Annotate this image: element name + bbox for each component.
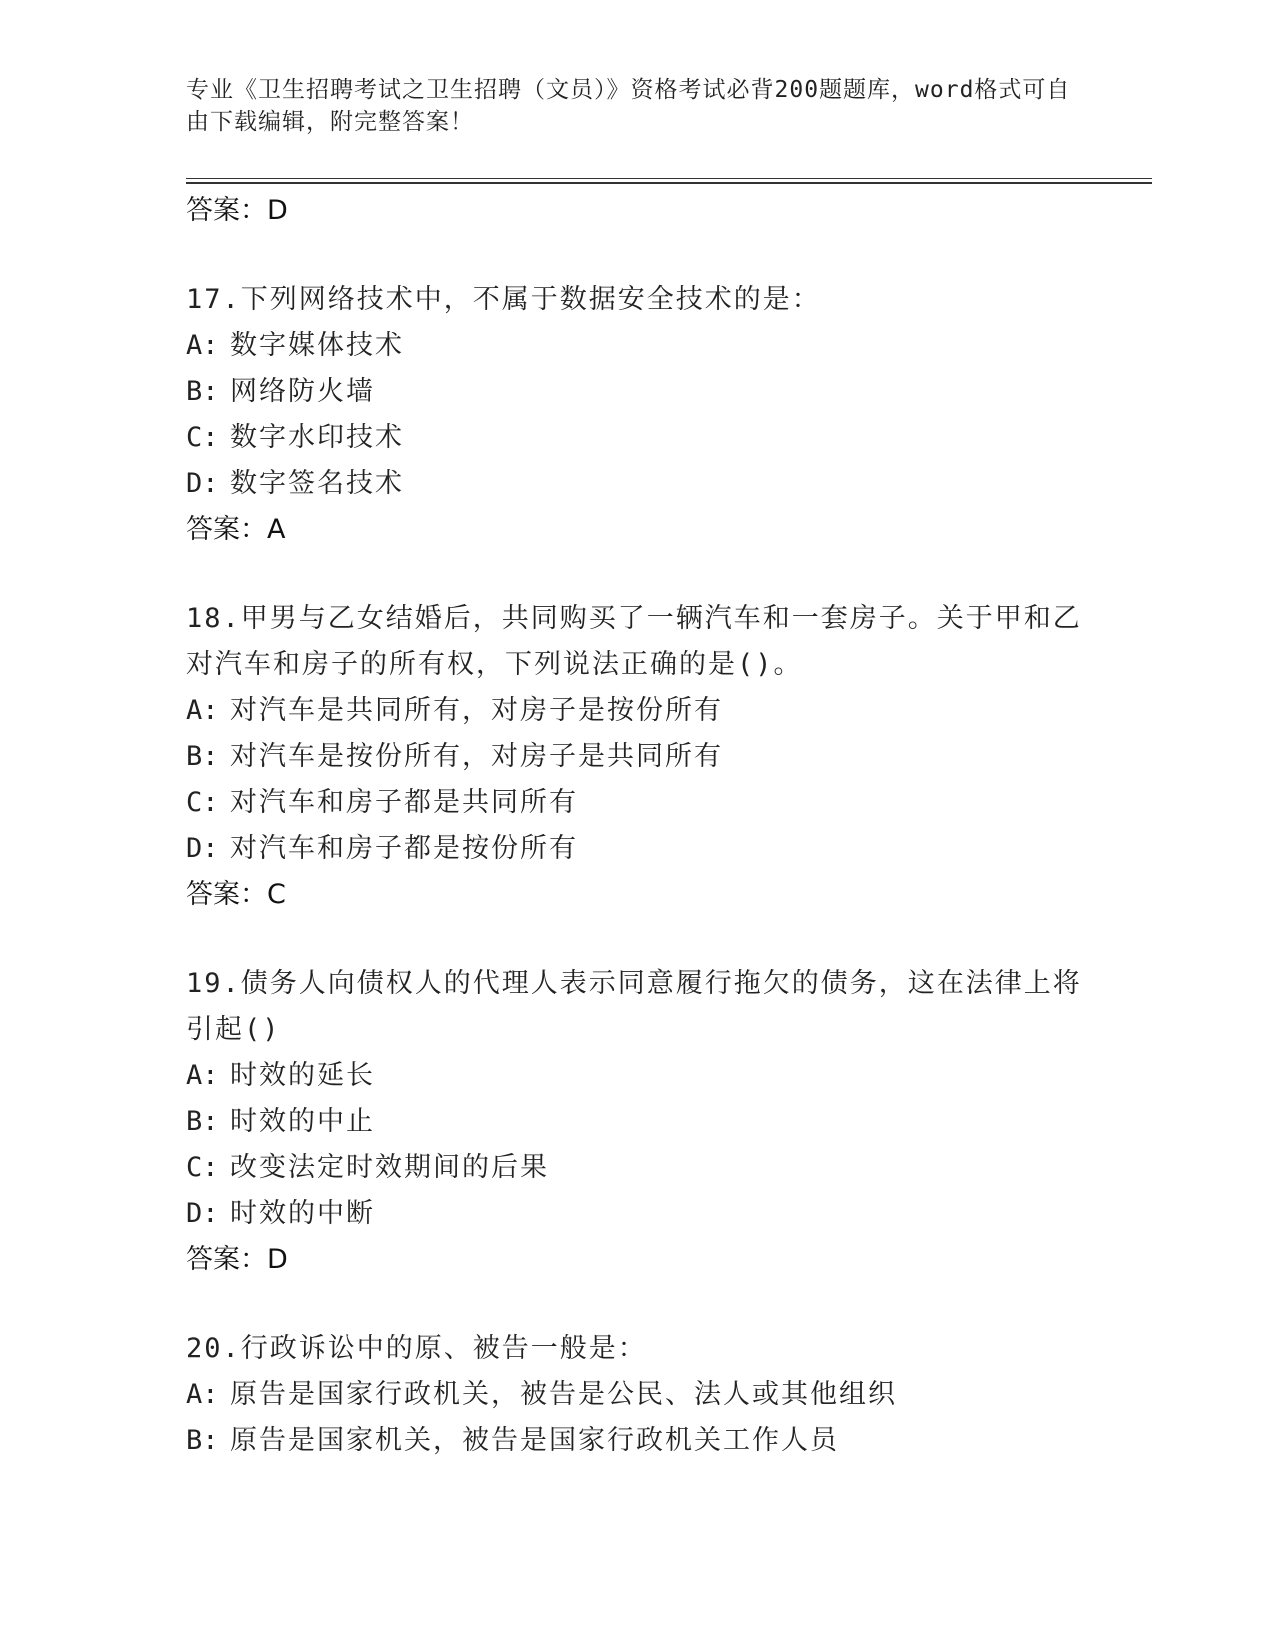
option-text: 对汽车是共同所有，对房子是按份所有 — [230, 695, 723, 726]
option-letter: B: — [186, 741, 219, 772]
option-a — [186, 1372, 1086, 1418]
option-b — [186, 1099, 1086, 1145]
question-17 — [186, 277, 1086, 553]
option-letter: B: — [186, 1106, 219, 1137]
option-a — [186, 323, 1086, 369]
question-20 — [186, 1326, 1086, 1464]
option-text: 时效的延长 — [230, 1060, 375, 1091]
question-19 — [186, 961, 1086, 1283]
option-letter: D: — [186, 1198, 219, 1229]
header-divider-thick — [186, 182, 1152, 184]
option-text: 数字媒体技术 — [230, 330, 404, 361]
option-d — [186, 1191, 1086, 1237]
option-letter: A: — [186, 330, 219, 361]
question-stem: 20.行政诉讼中的原、被告一般是： — [186, 1333, 647, 1364]
answer-line: 答案：D — [186, 195, 288, 226]
header-divider-thin — [186, 178, 1152, 179]
question-list — [186, 188, 1086, 1464]
option-letter: C: — [186, 422, 219, 453]
option-text: 数字水印技术 — [230, 422, 404, 453]
answer-line: 答案：A — [186, 514, 286, 545]
question-18 — [186, 596, 1086, 918]
option-d — [186, 826, 1086, 872]
option-a — [186, 688, 1086, 734]
option-a — [186, 1053, 1086, 1099]
option-text: 对汽车和房子都是共同所有 — [230, 787, 578, 818]
option-text: 时效的中止 — [230, 1106, 375, 1137]
option-letter: C: — [186, 1152, 219, 1183]
option-letter: B: — [186, 1425, 219, 1456]
option-text: 对汽车是按份所有，对房子是共同所有 — [230, 741, 723, 772]
option-letter: D: — [186, 833, 219, 864]
answer-line: 答案：C — [186, 879, 286, 910]
question-stem: 19.债务人向债权人的代理人表示同意履行拖欠的债务，这在法律上将引起() — [186, 968, 1082, 1045]
option-letter: A: — [186, 1379, 219, 1410]
option-b — [186, 1418, 1086, 1464]
option-text: 原告是国家行政机关，被告是公民、法人或其他组织 — [230, 1379, 897, 1410]
option-c — [186, 780, 1086, 826]
option-letter: A: — [186, 1060, 219, 1091]
option-letter: B: — [186, 376, 219, 407]
option-text: 数字签名技术 — [230, 468, 404, 499]
option-text: 原告是国家机关，被告是国家行政机关工作人员 — [230, 1425, 839, 1456]
option-text: 改变法定时效期间的后果 — [230, 1152, 549, 1183]
option-letter: A: — [186, 695, 219, 726]
option-text: 对汽车和房子都是按份所有 — [230, 833, 578, 864]
option-text: 时效的中断 — [230, 1198, 375, 1229]
option-c — [186, 415, 1086, 461]
document-intro: 专业《卫生招聘考试之卫生招聘（文员）》资格考试必背200题题库，word格式可自由下载编辑，附完整答案！ — [186, 77, 1071, 135]
option-letter: C: — [186, 787, 219, 818]
option-d — [186, 461, 1086, 507]
option-b — [186, 734, 1086, 780]
question-stem: 18.甲男与乙女结婚后，共同购买了一辆汽车和一套房子。关于甲和乙对汽车和房子的所有权，下列说法正确的是()。 — [186, 603, 1082, 680]
option-letter: D: — [186, 468, 219, 499]
question-stem: 17.下列网络技术中，不属于数据安全技术的是： — [186, 284, 821, 315]
answer-line: 答案：D — [186, 1244, 288, 1275]
option-text: 网络防火墙 — [230, 376, 375, 407]
option-b — [186, 369, 1086, 415]
option-c — [186, 1145, 1086, 1191]
